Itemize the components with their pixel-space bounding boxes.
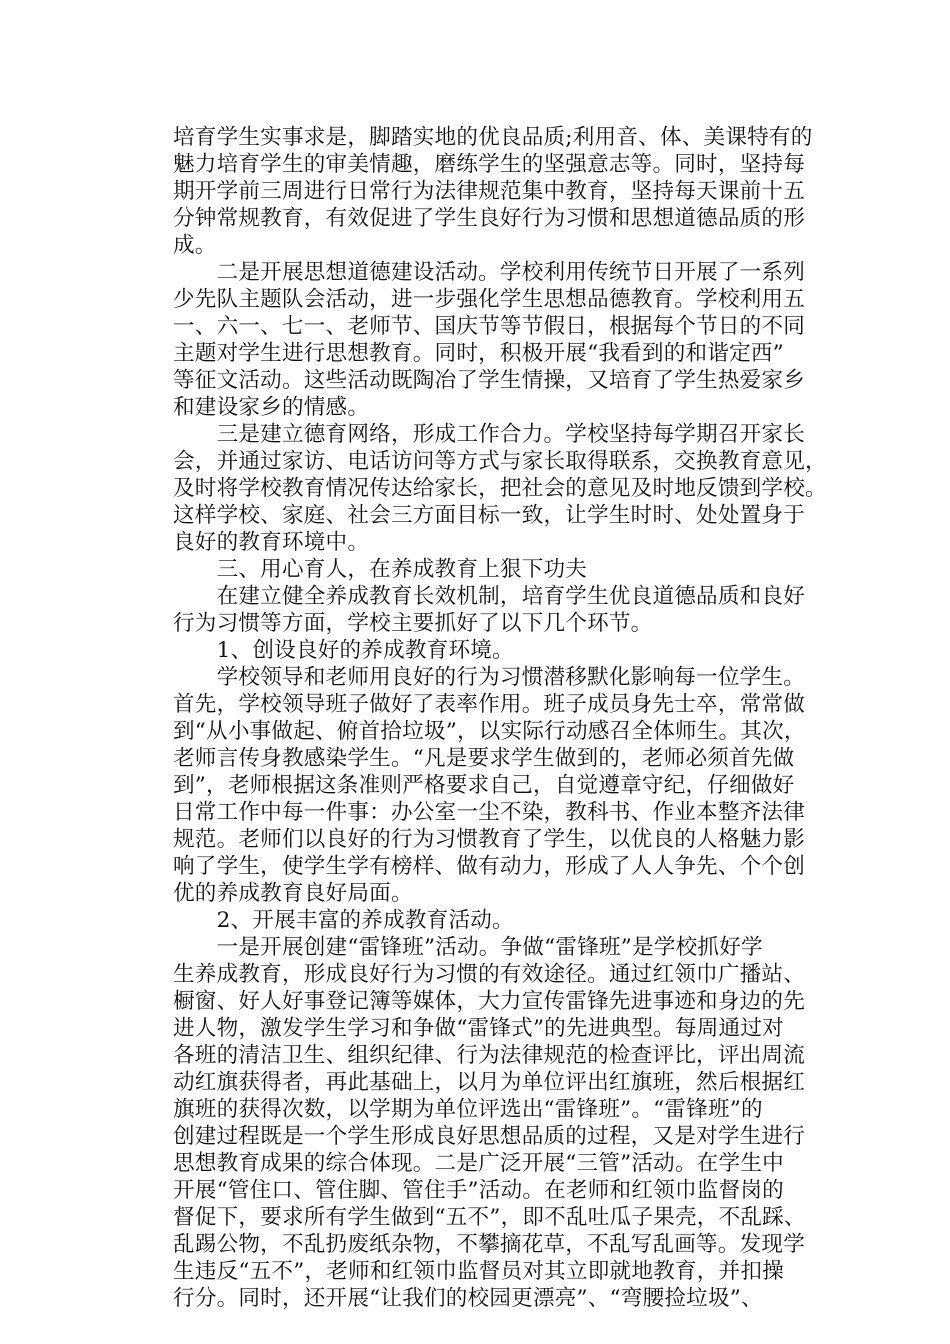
text-line: 三、用心育人，在养成教育上狠下功夫 — [173, 557, 588, 582]
text-line: 良好的教育环境中。 — [173, 530, 370, 555]
text-line: 二是开展思想道德建设活动。学校利用传统节日开展了一系列 — [173, 260, 806, 285]
text-line: 学校领导和老师用良好的行为习惯潜移默化影响每一位学生。 — [173, 665, 806, 690]
text-line: 成。 — [173, 233, 217, 258]
text-line: 生违反“五不”，老师和红领巾监督员对其立即就地教育，并扣操 — [173, 1259, 784, 1284]
text-line: 动红旗获得者，再此基础上，以月为单位评出红旗班，然后根据红 — [173, 1070, 806, 1095]
text-line: 这样学校、家庭、社会三方面目标一致，让学生时时、处处置身于 — [173, 503, 806, 528]
text-line: 创建过程既是一个学生形成良好思想品质的过程，又是对学生进行 — [173, 1124, 806, 1149]
text-line: 督促下，要求所有学生做到“五不”，即不乱吐瓜子果壳，不乱踩、 — [173, 1205, 806, 1230]
text-line: 行为习惯等方面，学校主要抓好了以下几个环节。 — [173, 611, 653, 636]
text-line: 和建设家乡的情感。 — [173, 395, 370, 420]
text-line: 魅力培育学生的审美情趣，磨练学生的坚强意志等。同时，坚持每 — [173, 152, 806, 177]
text-line: 分钟常规教育，有效促进了学生良好行为习惯和思想道德品质的形 — [173, 206, 806, 231]
text-line: 三是建立德育网络，形成工作合力。学校坚持每学期召开家长 — [173, 422, 806, 447]
text-line: 及时将学校教育情况传达给家长，把社会的意见及时地反馈到学校。 — [173, 476, 827, 501]
text-line: 优的养成教育良好局面。 — [173, 881, 413, 906]
text-line: 日常工作中每一件事：办公室一尘不染，教科书、作业本整齐法律 — [173, 800, 806, 825]
text-line: 主题对学生进行思想教育。同时，积极开展“我看到的和谐定西” — [173, 341, 784, 366]
text-line: 乱踢公物，不乱扔废纸杂物，不攀摘花草，不乱写乱画等。发现学 — [173, 1232, 806, 1257]
text-line: 一、六一、七一、老师节、国庆节等节假日，根据每个节日的不同 — [173, 314, 806, 339]
text-line: 生养成教育，形成良好行为习惯的有效途径。通过红领巾广播站、 — [173, 962, 806, 987]
text-line: 规范。老师们以良好的行为习惯教育了学生，以优良的人格魅力影 — [173, 827, 806, 852]
text-line: 期开学前三周进行日常行为法律规范集中教育，坚持每天课前十五 — [173, 179, 806, 204]
text-line: 响了学生，使学生学有榜样、做有动力，形成了人人争先、个个创 — [173, 854, 806, 879]
text-line: 橱窗、好人好事登记簿等媒体，大力宣传雷锋先进事迹和身边的先 — [173, 989, 806, 1014]
text-line: 旗班的获得次数，以学期为单位评选出“雷锋班”。“雷锋班”的 — [173, 1097, 763, 1122]
text-line: 思想教育成果的综合体现。二是广泛开展“三管”活动。在学生中 — [173, 1151, 784, 1176]
text-line: 在建立健全养成教育长效机制，培育学生优良道德品质和良好 — [173, 584, 806, 609]
text-line: 会，并通过家访、电话访问等方式与家长取得联系，交换教育意见， — [173, 449, 827, 474]
text-line: 首先，学校领导班子做好了表率作用。班子成员身先士卒，常常做 — [173, 692, 806, 717]
text-line: 少先队主题队会活动，进一步强化学生思想品德教育。学校利用五 — [173, 287, 806, 312]
text-line: 各班的清洁卫生、组织纪律、行为法律规范的检查评比，评出周流 — [173, 1043, 806, 1068]
text-line: 到”，老师根据这条准则严格要求自己，自觉遵章守纪，仔细做好 — [173, 773, 795, 798]
text-line: 开展“管住口、管住脚、管住手”活动。在老师和红领巾监督岗的 — [173, 1178, 784, 1203]
text-line: 老师言传身教感染学生。“凡是要求学生做到的，老师必须首先做 — [173, 746, 795, 771]
text-line: 2、开展丰富的养成教育活动。 — [173, 908, 514, 933]
text-line: 1、创设良好的养成教育环境。 — [173, 638, 514, 663]
text-line: 行分。同时，还开展“让我们的校园更漂亮”、“弯腰捡垃圾”、 — [173, 1286, 763, 1311]
text-line: 到“从小事做起、俯首拾垃圾”，以实际行动感召全体师生。其次， — [173, 719, 806, 744]
document-page — [173, 124, 827, 1312]
text-line: 培育学生实事求是，脚踏实地的优良品质;利用音、体、美课特有的 — [173, 125, 813, 150]
text-line: 一是开展创建“雷锋班”活动。争做“雷锋班”是学校抓好学 — [173, 935, 763, 960]
text-line: 进人物，激发学生学习和争做“雷锋式”的先进典型。每周通过对 — [173, 1016, 784, 1041]
text-line: 等征文活动。这些活动既陶冶了学生情操，又培育了学生热爱家乡 — [173, 368, 806, 393]
